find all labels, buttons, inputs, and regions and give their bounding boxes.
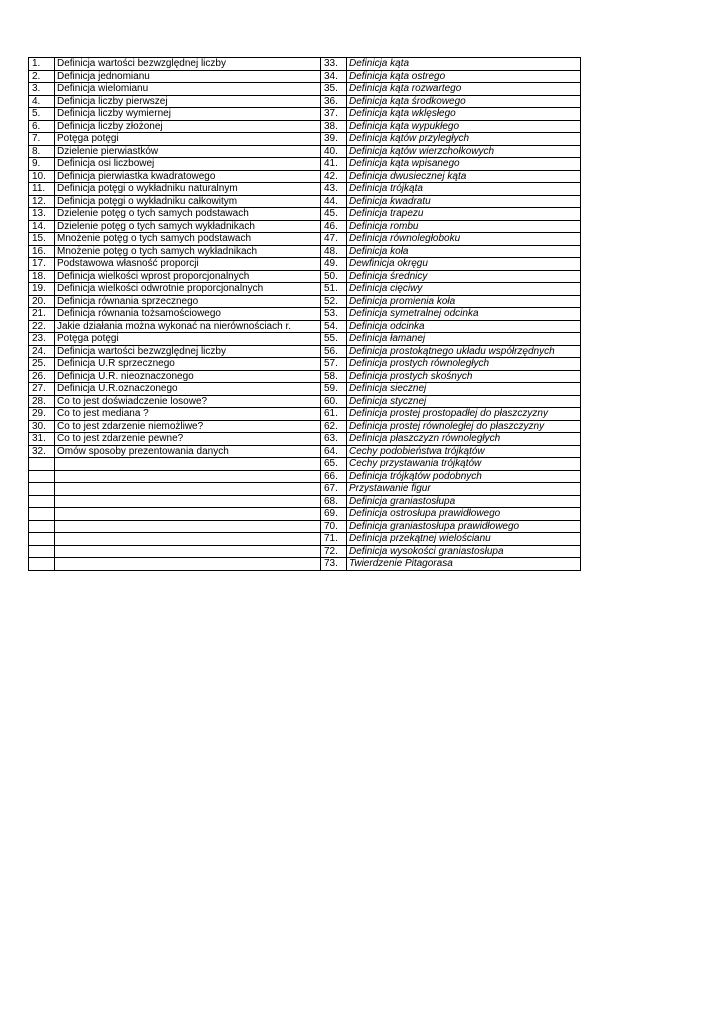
table-row [29, 258, 581, 271]
right-topic-cell: Definicja kąta wpisanego [347, 158, 581, 171]
table-row [29, 533, 581, 546]
left-number-cell: 23. [29, 333, 55, 346]
left-number-cell [29, 470, 55, 483]
left-topic-cell: Definicja wartości bezwzględnej liczby [55, 345, 321, 358]
right-topic-cell: Definicja kwadratu [347, 195, 581, 208]
right-number-cell: 40. [321, 145, 347, 158]
right-number-cell: 67. [321, 483, 347, 496]
table-row [29, 520, 581, 533]
table-row [29, 383, 581, 396]
left-number-cell: 30. [29, 420, 55, 433]
left-number-cell: 18. [29, 270, 55, 283]
right-number-cell: 52. [321, 295, 347, 308]
left-topic-cell: Definicja jednomianu [55, 70, 321, 83]
right-number-cell: 47. [321, 233, 347, 246]
right-number-cell: 65. [321, 458, 347, 471]
table-row [29, 370, 581, 383]
right-number-cell: 39. [321, 133, 347, 146]
left-number-cell: 19. [29, 283, 55, 296]
left-number-cell [29, 520, 55, 533]
left-number-cell: 9. [29, 158, 55, 171]
left-number-cell: 6. [29, 120, 55, 133]
left-number-cell: 24. [29, 345, 55, 358]
right-number-cell: 51. [321, 283, 347, 296]
table-row [29, 58, 581, 71]
left-number-cell: 28. [29, 395, 55, 408]
left-number-cell: 26. [29, 370, 55, 383]
left-topic-cell: Jakie działania można wykonać na nierównościach r. [55, 320, 321, 333]
right-topic-cell: Definicja odcinka [347, 320, 581, 333]
left-topic-cell: Definicja pierwiastka kwadratowego [55, 170, 321, 183]
left-topic-cell: Dzielenie potęg o tych samych wykładnikach [55, 220, 321, 233]
right-topic-cell: Definicja promienia koła [347, 295, 581, 308]
left-topic-cell: Definicja wartości bezwzględnej liczby [55, 58, 321, 71]
table-row [29, 558, 581, 571]
right-number-cell: 37. [321, 108, 347, 121]
left-number-cell: 20. [29, 295, 55, 308]
right-topic-cell: Definicja trójkątów podobnych [347, 470, 581, 483]
left-topic-cell: Co to jest mediana ? [55, 408, 321, 421]
definitions-table-body [29, 58, 581, 571]
right-number-cell: 63. [321, 433, 347, 446]
table-row [29, 483, 581, 496]
left-number-cell: 27. [29, 383, 55, 396]
right-topic-cell: Przystawanie figur [347, 483, 581, 496]
right-number-cell: 66. [321, 470, 347, 483]
table-row [29, 220, 581, 233]
left-topic-cell [55, 483, 321, 496]
right-topic-cell: Definicja kąta ostrego [347, 70, 581, 83]
right-topic-cell: Cechy podobieństwa trójkątów [347, 445, 581, 458]
right-topic-cell: Definicja prostej prostopadłej do płaszczyzny [347, 408, 581, 421]
left-number-cell: 5. [29, 108, 55, 121]
table-row [29, 495, 581, 508]
left-topic-cell: Definicja liczby pierwszej [55, 95, 321, 108]
right-number-cell: 69. [321, 508, 347, 521]
left-number-cell [29, 483, 55, 496]
right-topic-cell: Dewfinicja okręgu [347, 258, 581, 271]
right-number-cell: 70. [321, 520, 347, 533]
table-row [29, 308, 581, 321]
right-number-cell: 42. [321, 170, 347, 183]
table-row [29, 395, 581, 408]
right-number-cell: 33. [321, 58, 347, 71]
left-number-cell: 13. [29, 208, 55, 221]
left-number-cell: 12. [29, 195, 55, 208]
left-number-cell [29, 558, 55, 571]
table-row [29, 283, 581, 296]
table-row [29, 458, 581, 471]
right-number-cell: 50. [321, 270, 347, 283]
right-number-cell: 64. [321, 445, 347, 458]
right-topic-cell: Definicja średnicy [347, 270, 581, 283]
right-topic-cell: Definicja ostrosłupa prawidłowego [347, 508, 581, 521]
left-topic-cell [55, 508, 321, 521]
right-topic-cell: Definicja stycznej [347, 395, 581, 408]
left-topic-cell: Definicja U.R.oznaczonego [55, 383, 321, 396]
table-row [29, 420, 581, 433]
right-topic-cell: Definicja koła [347, 245, 581, 258]
right-topic-cell: Definicja wysokości graniastosłupa [347, 545, 581, 558]
right-number-cell: 46. [321, 220, 347, 233]
right-topic-cell: Definicja graniastosłupa prawidłowego [347, 520, 581, 533]
table-row [29, 208, 581, 221]
right-topic-cell: Definicja równoległoboku [347, 233, 581, 246]
table-row [29, 245, 581, 258]
left-number-cell [29, 508, 55, 521]
table-row [29, 358, 581, 371]
right-topic-cell: Definicja prostych skośnych [347, 370, 581, 383]
left-number-cell: 21. [29, 308, 55, 321]
left-topic-cell: Definicja potęgi o wykładniku naturalnym [55, 183, 321, 196]
table-row [29, 195, 581, 208]
table-row [29, 470, 581, 483]
left-number-cell: 1. [29, 58, 55, 71]
table-row [29, 320, 581, 333]
right-topic-cell: Definicja kątów wierzchołkowych [347, 145, 581, 158]
left-topic-cell: Potęga potęgi [55, 133, 321, 146]
right-topic-cell: Definicja siecznej [347, 383, 581, 396]
right-topic-cell: Definicja dwusiecznej kąta [347, 170, 581, 183]
table-row [29, 545, 581, 558]
right-number-cell: 61. [321, 408, 347, 421]
left-topic-cell: Potęga potęgi [55, 333, 321, 346]
right-topic-cell: Definicja kąta wklęsłego [347, 108, 581, 121]
left-topic-cell: Definicja wielkości odwrotnie proporcjonalnych [55, 283, 321, 296]
left-topic-cell: Co to jest zdarzenie pewne? [55, 433, 321, 446]
table-row [29, 345, 581, 358]
right-topic-cell: Definicja graniastosłupa [347, 495, 581, 508]
left-number-cell: 8. [29, 145, 55, 158]
right-number-cell: 44. [321, 195, 347, 208]
right-number-cell: 59. [321, 383, 347, 396]
right-number-cell: 38. [321, 120, 347, 133]
left-number-cell: 11. [29, 183, 55, 196]
table-row [29, 108, 581, 121]
left-number-cell: 14. [29, 220, 55, 233]
right-topic-cell: Definicja rombu [347, 220, 581, 233]
right-number-cell: 53. [321, 308, 347, 321]
table-row [29, 270, 581, 283]
left-topic-cell [55, 545, 321, 558]
right-topic-cell: Definicja prostokątnego układu współrzędnych [347, 345, 581, 358]
right-topic-cell: Definicja kątów przyległych [347, 133, 581, 146]
left-number-cell: 17. [29, 258, 55, 271]
table-row [29, 183, 581, 196]
table-row [29, 233, 581, 246]
right-topic-cell: Definicja symetralnej odcinka [347, 308, 581, 321]
left-number-cell [29, 458, 55, 471]
left-topic-cell: Definicja liczby wymiernej [55, 108, 321, 121]
left-topic-cell: Definicja równania sprzecznego [55, 295, 321, 308]
right-number-cell: 48. [321, 245, 347, 258]
left-number-cell: 3. [29, 83, 55, 96]
left-topic-cell: Co to jest zdarzenie niemożliwe? [55, 420, 321, 433]
right-topic-cell: Definicja łamanej [347, 333, 581, 346]
right-number-cell: 55. [321, 333, 347, 346]
right-topic-cell: Definicja cięciwy [347, 283, 581, 296]
left-topic-cell: Mnożenie potęg o tych samych podstawach [55, 233, 321, 246]
right-topic-cell: Definicja przekątnej wielościanu [347, 533, 581, 546]
left-number-cell [29, 545, 55, 558]
left-topic-cell: Co to jest doświadczenie losowe? [55, 395, 321, 408]
right-number-cell: 71. [321, 533, 347, 546]
left-topic-cell: Definicja wielomianu [55, 83, 321, 96]
left-number-cell: 7. [29, 133, 55, 146]
right-topic-cell: Definicja kąta [347, 58, 581, 71]
right-number-cell: 58. [321, 370, 347, 383]
left-topic-cell: Podstawowa własność proporcji [55, 258, 321, 271]
left-topic-cell: Definicja wielkości wprost proporcjonalnych [55, 270, 321, 283]
left-topic-cell [55, 558, 321, 571]
left-topic-cell: Definicja U.R sprzecznego [55, 358, 321, 371]
left-topic-cell: Dzielenie potęg o tych samych podstawach [55, 208, 321, 221]
right-topic-cell: Definicja prostych równoległych [347, 358, 581, 371]
right-topic-cell: Definicja płaszczyzn równoległych [347, 433, 581, 446]
left-number-cell [29, 495, 55, 508]
right-topic-cell: Definicja trójkąta [347, 183, 581, 196]
right-number-cell: 41. [321, 158, 347, 171]
left-topic-cell: Definicja U.R. nieoznaczonego [55, 370, 321, 383]
left-number-cell: 31. [29, 433, 55, 446]
right-number-cell: 43. [321, 183, 347, 196]
table-row [29, 145, 581, 158]
right-number-cell: 45. [321, 208, 347, 221]
left-number-cell: 2. [29, 70, 55, 83]
table-row [29, 120, 581, 133]
right-number-cell: 68. [321, 495, 347, 508]
left-topic-cell: Definicja równania tożsamościowego [55, 308, 321, 321]
right-number-cell: 73. [321, 558, 347, 571]
definitions-table [28, 57, 581, 571]
table-row [29, 408, 581, 421]
right-number-cell: 36. [321, 95, 347, 108]
left-number-cell: 15. [29, 233, 55, 246]
table-row [29, 95, 581, 108]
left-number-cell: 29. [29, 408, 55, 421]
left-topic-cell: Definicja potęgi o wykładniku całkowitym [55, 195, 321, 208]
table-row [29, 333, 581, 346]
left-topic-cell [55, 495, 321, 508]
left-number-cell: 22. [29, 320, 55, 333]
right-number-cell: 34. [321, 70, 347, 83]
right-number-cell: 49. [321, 258, 347, 271]
right-topic-cell: Definicja kąta rozwartego [347, 83, 581, 96]
table-row [29, 445, 581, 458]
table-row [29, 295, 581, 308]
table-row [29, 433, 581, 446]
left-topic-cell: Dzielenie pierwiastków [55, 145, 321, 158]
right-topic-cell: Definicja kąta wypukłego [347, 120, 581, 133]
table-row [29, 508, 581, 521]
left-number-cell: 10. [29, 170, 55, 183]
left-number-cell [29, 533, 55, 546]
left-number-cell: 25. [29, 358, 55, 371]
table-row [29, 158, 581, 171]
left-number-cell: 32. [29, 445, 55, 458]
table-row [29, 133, 581, 146]
left-number-cell: 16. [29, 245, 55, 258]
table-row [29, 83, 581, 96]
right-topic-cell: Definicja trapezu [347, 208, 581, 221]
right-number-cell: 56. [321, 345, 347, 358]
right-number-cell: 60. [321, 395, 347, 408]
left-topic-cell: Definicja osi liczbowej [55, 158, 321, 171]
right-topic-cell: Cechy przystawania trójkątów [347, 458, 581, 471]
left-topic-cell: Omów sposoby prezentowania danych [55, 445, 321, 458]
left-topic-cell: Mnożenie potęg o tych samych wykładnikach [55, 245, 321, 258]
right-number-cell: 72. [321, 545, 347, 558]
left-topic-cell: Definicja liczby złożonej [55, 120, 321, 133]
right-number-cell: 57. [321, 358, 347, 371]
table-row [29, 170, 581, 183]
left-topic-cell [55, 458, 321, 471]
right-number-cell: 54. [321, 320, 347, 333]
left-number-cell: 4. [29, 95, 55, 108]
table-row [29, 70, 581, 83]
right-number-cell: 35. [321, 83, 347, 96]
right-number-cell: 62. [321, 420, 347, 433]
right-topic-cell: Definicja kąta środkowego [347, 95, 581, 108]
right-topic-cell: Definicja prostej równoległej do płaszczyzny [347, 420, 581, 433]
left-topic-cell [55, 520, 321, 533]
right-topic-cell: Twierdzenie Pitagorasa [347, 558, 581, 571]
left-topic-cell [55, 470, 321, 483]
left-topic-cell [55, 533, 321, 546]
